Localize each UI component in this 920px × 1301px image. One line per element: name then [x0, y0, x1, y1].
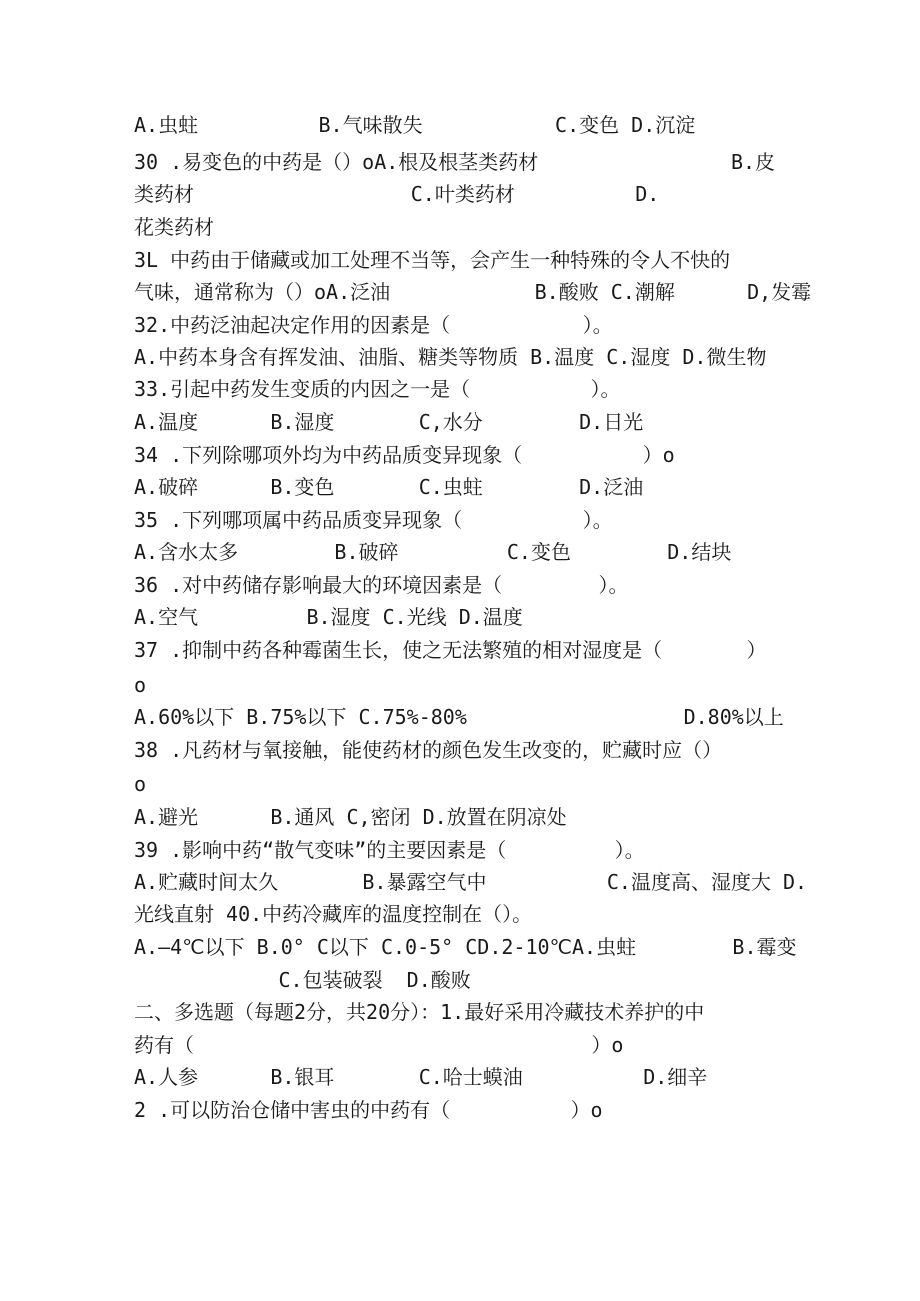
- text-line: 光线直射 40.中药冷藏库的温度控制在（）。: [134, 902, 533, 926]
- text-line: 33.引起中药发生变质的内因之一是（ ）。: [134, 377, 621, 401]
- text-line: 药有（ ）o: [134, 1033, 624, 1057]
- text-line: A.—4℃以下 B.0° C以下 C.0-5° CD.2-10℃A.虫蛀 B.霉变: [134, 935, 797, 959]
- text-line: o: [134, 673, 147, 697]
- text-line: A.温度 B.湿度 C,水分 D.日光: [134, 410, 644, 434]
- text-line: 花类药材: [134, 215, 214, 239]
- text-line: A.人参 B.银耳 C.哈士蟆油 D.细辛: [134, 1065, 708, 1089]
- text-line: A.破碎 B.变色 C.虫蛀 D.泛油: [134, 475, 644, 499]
- text-line: A.虫蛀 B.气味散失 C.变色 D.沉淀: [134, 113, 696, 137]
- text-line: 气味，通常称为（）oA.泛油 B.酸败 C.潮解 D,发霉: [134, 280, 812, 304]
- text-line: 32.中药泛油起决定作用的因素是（ ）。: [134, 313, 613, 337]
- text-line: 30 .易变色的中药是（）oA.根及根茎类药材 B.皮: [134, 150, 776, 174]
- text-line: o: [134, 772, 147, 796]
- text-line: A.含水太多 B.破碎 C.变色 D.结块: [134, 540, 732, 564]
- text-line: 35 .下列哪项属中药品质变异现象（ ）。: [134, 508, 613, 532]
- text-line: 二、多选题（每题2分，共20分）：1.最好采用冷藏技术养护的中: [134, 1000, 705, 1024]
- text-line: A.贮藏时间太久 B.暴露空气中 C.温度高、湿度大 D.: [134, 870, 808, 894]
- text-line: C.包装破裂 D.酸败: [134, 968, 471, 992]
- text-line: A.空气 B.湿度 C.光线 D.温度: [134, 605, 523, 629]
- text-line: 37 .抑制中药各种霉菌生长，使之无法繁殖的相对湿度是（ ）: [134, 638, 767, 662]
- text-line: 36 .对中药储存影响最大的环境因素是（ ）。: [134, 573, 629, 597]
- text-line: 3L 中药由于储藏或加工处理不当等，会产生一种特殊的令人不快的: [134, 248, 731, 272]
- text-line: 2 .可以防治仓储中害虫的中药有（ ）o: [134, 1098, 603, 1122]
- text-line: 类药材 C.叶类药材 D.: [134, 182, 660, 206]
- text-line: 34 .下列除哪项外均为中药品质变异现象（ ）o: [134, 443, 675, 467]
- text-line: 39 .影响中药“散气变味”的主要因素是（ ）。: [134, 838, 645, 862]
- text-line: 38 .凡药材与氧接触，能使药材的颜色发生改变的，贮藏时应（）: [134, 738, 723, 762]
- text-line: A.避光 B.通风 C,密闭 D.放置在阴凉处: [134, 805, 567, 829]
- text-line: A.60%以下 B.75%以下 C.75%-80% D.80%以上: [134, 705, 784, 729]
- text-line: A.中药本身含有挥发油、油脂、糖类等物质 B.温度 C.湿度 D.微生物: [134, 345, 767, 369]
